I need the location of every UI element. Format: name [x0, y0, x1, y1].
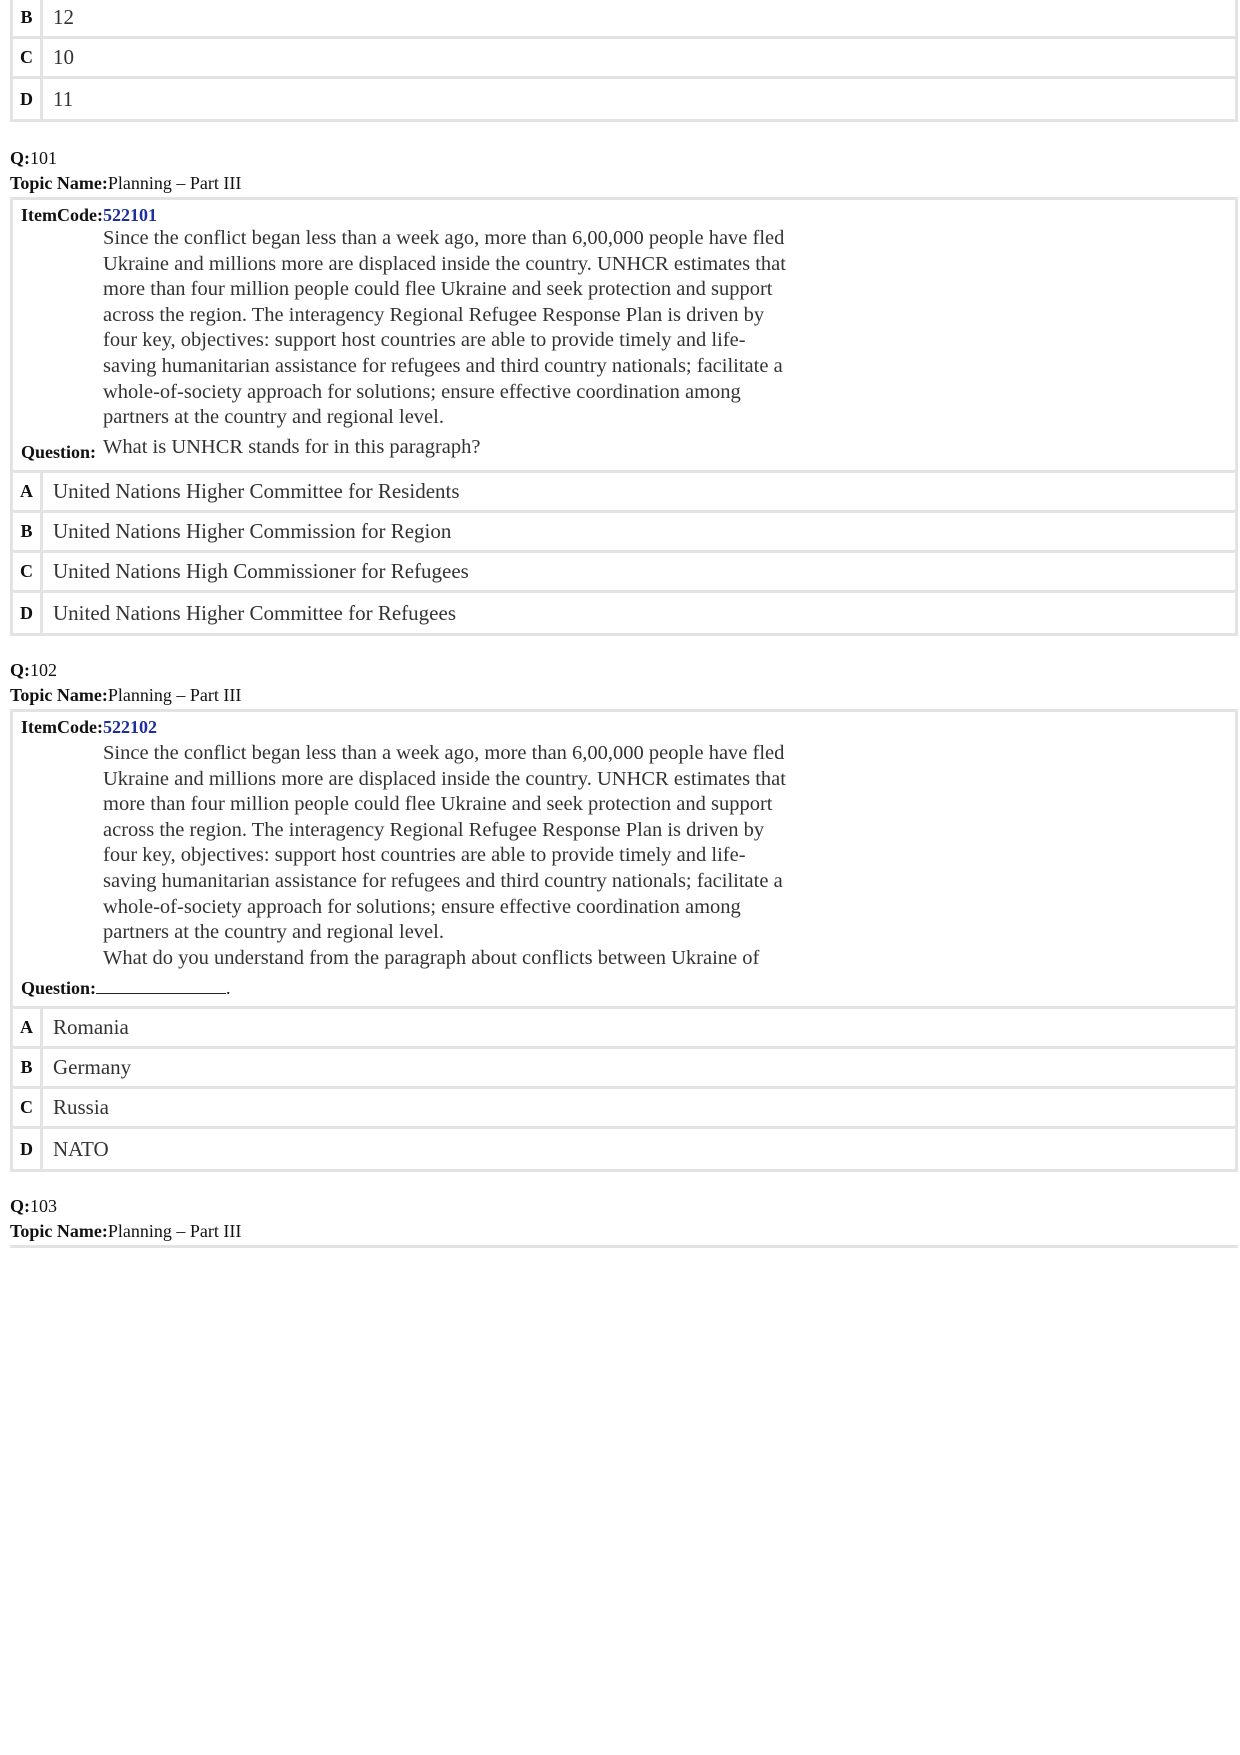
question-number-value: 101: [30, 148, 57, 168]
section-divider: [10, 1245, 1238, 1248]
question-label: Question:: [21, 442, 97, 462]
option-text: Germany: [53, 1055, 132, 1079]
option-letter: A: [13, 1009, 43, 1046]
passage: [103, 741, 863, 971]
item-code-label: ItemCode:: [21, 205, 103, 225]
passage: [103, 226, 863, 431]
passage-line: Ukraine and millions more are displaced inside the country. UNHCR estimates that: [103, 767, 786, 790]
passage-line: four key, objectives: support host countries are able to provide timely and life-: [103, 329, 746, 352]
question-number-label: Q:: [10, 1196, 30, 1216]
option-row[interactable]: [13, 1009, 1235, 1049]
option-letter: D: [13, 1129, 43, 1169]
passage-line: saving humanitarian assistance for refugees and third country nationals; facilitate a: [103, 354, 783, 377]
topic-name: [10, 1221, 241, 1242]
answer-blank: [96, 979, 226, 994]
item-box: [10, 197, 1238, 470]
passage-line: whole-of-society approach for solutions; ensure effective coordination among: [103, 895, 741, 918]
topic-label: Topic Name:: [10, 173, 108, 193]
option-row[interactable]: [13, 79, 1235, 119]
option-row[interactable]: [13, 513, 1235, 553]
passage-line: more than four million people could flee Ukraine and seek protection and support: [103, 278, 773, 301]
option-letter: B: [13, 0, 43, 36]
passage-line: Ukraine and millions more are displaced inside the country. UNHCR estimates that: [103, 252, 786, 275]
option-row[interactable]: [13, 1089, 1235, 1129]
option-letter: C: [13, 553, 43, 590]
option-row[interactable]: [13, 39, 1235, 79]
options-table: [10, 470, 1238, 636]
option-letter: D: [13, 593, 43, 633]
topic-label: Topic Name:: [10, 1221, 108, 1241]
option-letter: D: [13, 79, 43, 119]
topic-value: Planning – Part III: [107, 173, 242, 193]
question-number: [10, 660, 57, 681]
passage-line: across the region. The interagency Regional Refugee Response Plan is driven by: [103, 818, 765, 841]
topic-name: [10, 173, 241, 194]
question-text: What is UNHCR stands for in this paragraph?: [103, 436, 481, 458]
item-box: [10, 709, 1238, 1009]
passage-line: more than four million people could flee Ukraine and seek protection and support: [103, 793, 773, 816]
item-code-value: 522101: [102, 205, 157, 225]
item-code-label: ItemCode:: [21, 717, 103, 737]
passage-line: four key, objectives: support host countries are able to provide timely and life-: [103, 844, 746, 867]
option-letter: B: [13, 1049, 43, 1086]
option-text: Russia: [53, 1095, 110, 1119]
option-row[interactable]: [13, 1049, 1235, 1089]
topic-name: [10, 685, 241, 706]
option-text: United Nations Higher Commission for Region: [53, 519, 452, 543]
option-letter: C: [13, 39, 43, 76]
passage-line: Since the conflict began less than a week ago, more than 6,00,000 people have fled: [103, 742, 785, 764]
option-text: 10: [53, 45, 74, 69]
options-table: [10, 1006, 1238, 1172]
option-text: NATO: [53, 1136, 109, 1161]
option-text: United Nations Higher Committee for Residents: [53, 479, 460, 503]
question-label-text: Question:: [21, 978, 97, 998]
topic-value: Planning – Part III: [107, 685, 242, 705]
question-number-label: Q:: [10, 660, 30, 680]
option-row[interactable]: [13, 1129, 1235, 1169]
option-letter: B: [13, 513, 43, 550]
option-letter: C: [13, 1089, 43, 1126]
option-text: Romania: [53, 1015, 129, 1039]
option-text: 12: [53, 5, 74, 29]
passage-line: Since the conflict began less than a week ago, more than 6,00,000 people have fled: [103, 227, 785, 249]
option-text: United Nations Higher Committee for Refugees: [53, 600, 456, 625]
passage-line: partners at the country and regional level.: [103, 921, 444, 944]
topic-label: Topic Name:: [10, 685, 108, 705]
question-number: [10, 148, 57, 169]
topic-value: Planning – Part III: [107, 1221, 242, 1241]
question-number-value: 102: [30, 660, 57, 680]
question-number-label: Q:: [10, 148, 30, 168]
prev-options-table: [10, 0, 1238, 122]
option-text: 11: [53, 86, 74, 111]
question-number-value: 103: [30, 1196, 57, 1216]
option-text: United Nations High Commissioner for Refugees: [53, 559, 469, 583]
passage-line: partners at the country and regional level.: [103, 406, 444, 429]
option-letter: A: [13, 473, 43, 510]
option-row[interactable]: [13, 473, 1235, 513]
option-row[interactable]: [13, 0, 1235, 39]
passage-line: whole-of-society approach for solutions; ensure effective coordination among: [103, 380, 741, 403]
item-code-value: 522102: [102, 717, 157, 737]
passage-line: across the region. The interagency Regional Refugee Response Plan is driven by: [103, 303, 765, 326]
passage-line: What do you understand from the paragraph about conflicts between Ukraine of: [103, 946, 760, 969]
option-row[interactable]: [13, 553, 1235, 593]
passage-line: saving humanitarian assistance for refugees and third country nationals; facilitate a: [103, 869, 783, 892]
item-code: [21, 717, 157, 738]
question-number: [10, 1196, 57, 1217]
option-row[interactable]: [13, 593, 1235, 633]
item-code: [21, 205, 157, 226]
question-label: [21, 978, 231, 999]
question-suffix: .: [226, 978, 231, 998]
